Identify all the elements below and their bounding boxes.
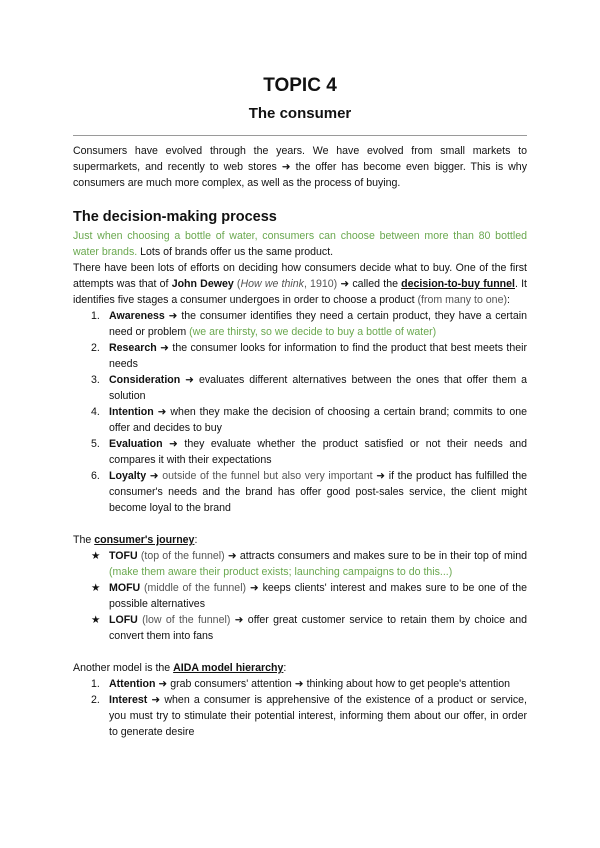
journey-text: ➜ attracts consumers and makes sure to be in their top of mind — [224, 550, 527, 562]
page-title: TOPIC 4 — [263, 75, 337, 96]
stage-term: Loyalty — [109, 470, 147, 482]
aida-text: ➜ when a consumer is apprehensive of the existence of a product or service, you must try to stimulate their potential interest, informing them about our offer, in order to generate desire — [109, 694, 527, 738]
stage-term: Intention — [109, 406, 154, 418]
list-item — [73, 548, 527, 580]
stage-text: ➜ when they make the decision of choosing a certain brand; commits to one offer and decides to buy — [109, 406, 527, 434]
journey-text: ➜ keeps clients' interest and makes sure to be one of the possible alternatives — [109, 582, 527, 610]
aida-term: Attention — [109, 678, 156, 690]
aida-lead-text: Another model is the — [73, 662, 174, 674]
list-number: 5. — [91, 438, 100, 450]
stage-note: outside of the funnel but also very important — [162, 470, 373, 482]
list-item — [73, 372, 527, 404]
list-number: 4. — [91, 406, 100, 418]
star-bullet-icon: ★ — [91, 582, 101, 594]
list-item — [73, 580, 527, 612]
stage-term: Consideration — [109, 374, 181, 386]
list-item — [73, 436, 527, 468]
list-number: 6. — [91, 470, 100, 482]
journey-term: MOFU — [109, 582, 141, 594]
journey-note: (top of the funnel) — [137, 550, 225, 562]
dewey-paragraph — [73, 260, 527, 308]
list-item — [73, 340, 527, 372]
stage-term: Awareness — [109, 310, 165, 322]
stage-text-after: ➜ if the product has fulfilled the consumer's needs and the brand has offer good post-sales service, the client might become loyal to the brand — [109, 470, 528, 514]
dewey-ref-title: How we think — [240, 278, 304, 290]
journey-example: (make them aware their product exists; launching campaigns to do this...) — [109, 566, 453, 578]
journey-text: ➜ offer great customer service to retain them by choice and convert them into fans — [109, 614, 527, 642]
list-item — [73, 676, 527, 692]
list-number: 2. — [91, 694, 100, 706]
dewey-text-a: There have been lots of efforts on deciding how consumers decide what to buy. One of the first attempts was that of — [73, 262, 527, 290]
journey-note: (middle of the funnel) — [140, 582, 247, 594]
star-bullet-icon: ★ — [91, 614, 101, 626]
dewey-ref-open: ( — [233, 278, 241, 290]
consumer-journey-link[interactable]: consumer's journey — [94, 534, 195, 546]
stage-text: ➜ — [146, 470, 163, 482]
journey-term: LOFU — [109, 614, 138, 626]
list-item — [73, 404, 527, 436]
dewey-text-b: ➜ called the — [337, 278, 402, 290]
list-item — [73, 308, 527, 340]
dewey-ref-year: , 1910) — [303, 278, 338, 290]
dewey-end: : — [507, 294, 510, 306]
journey-term: TOFU — [109, 550, 138, 562]
list-item — [73, 612, 527, 644]
list-item — [73, 468, 527, 516]
dewey-name: John Dewey — [171, 278, 234, 290]
list-number: 1. — [91, 310, 100, 322]
stage-text: ➜ evaluates different alternatives between the ones that offer them a solution — [109, 374, 527, 402]
section-heading: The decision-making process — [73, 209, 277, 225]
water-example-highlight: Just when choosing a bottle of water, consumers can choose between more than 80 bottled water brands. — [73, 230, 527, 258]
spacer — [73, 516, 527, 532]
water-example-paragraph — [73, 228, 527, 260]
list-number: 1. — [91, 678, 100, 690]
journey-list — [73, 548, 527, 644]
dewey-text-c: . It identifies five stages a consumer undergoes in order to choose a product — [73, 278, 527, 306]
journey-colon: : — [194, 534, 198, 546]
journey-lead — [73, 532, 527, 548]
page-subtitle: The consumer — [248, 105, 352, 122]
aida-term: Interest — [109, 694, 148, 706]
stage-term: Research — [109, 342, 157, 354]
star-bullet-icon: ★ — [91, 550, 101, 562]
dewey-note: (from many to one) — [417, 294, 507, 306]
funnel-stages-list — [73, 308, 527, 516]
title-divider — [73, 135, 527, 136]
decision-funnel-link[interactable]: decision-to-buy funnel — [401, 278, 515, 290]
stage-term: Evaluation — [109, 438, 163, 450]
document-body — [73, 143, 527, 740]
spacer — [73, 644, 527, 660]
water-example-rest: Lots of brands offer us the same product. — [137, 246, 334, 258]
list-item — [73, 692, 527, 740]
intro-paragraph: Consumers have evolved through the years. We have evolved from small markets to supermarkets, and recently to web stores ➜ the offer has become even bigger. This is why consumers are much more complex, as well as the process of buying. — [73, 145, 527, 189]
aida-colon: : — [283, 662, 287, 674]
list-number: 3. — [91, 374, 100, 386]
aida-list — [73, 676, 527, 740]
aida-lead — [73, 660, 527, 676]
journey-lead-text: The — [73, 534, 95, 546]
stage-text: ➜ the consumer identifies they need a certain product, they have a certain need or problem — [109, 310, 527, 338]
journey-note: (low of the funnel) — [137, 614, 231, 626]
stage-text: ➜ the consumer looks for information to find the product that best meets their needs — [109, 342, 527, 370]
aida-model-link[interactable]: AIDA model hierarchy — [173, 662, 284, 674]
list-number: 2. — [91, 342, 100, 354]
stage-example: (we are thirsty, so we decide to buy a bottle of water) — [189, 326, 437, 338]
aida-text: ➜ grab consumers' attention ➜ thinking about how to get people's attention — [155, 678, 511, 690]
stage-text: ➜ they evaluate whether the product satisfied or not their needs and compares it with their expectations — [109, 438, 527, 466]
